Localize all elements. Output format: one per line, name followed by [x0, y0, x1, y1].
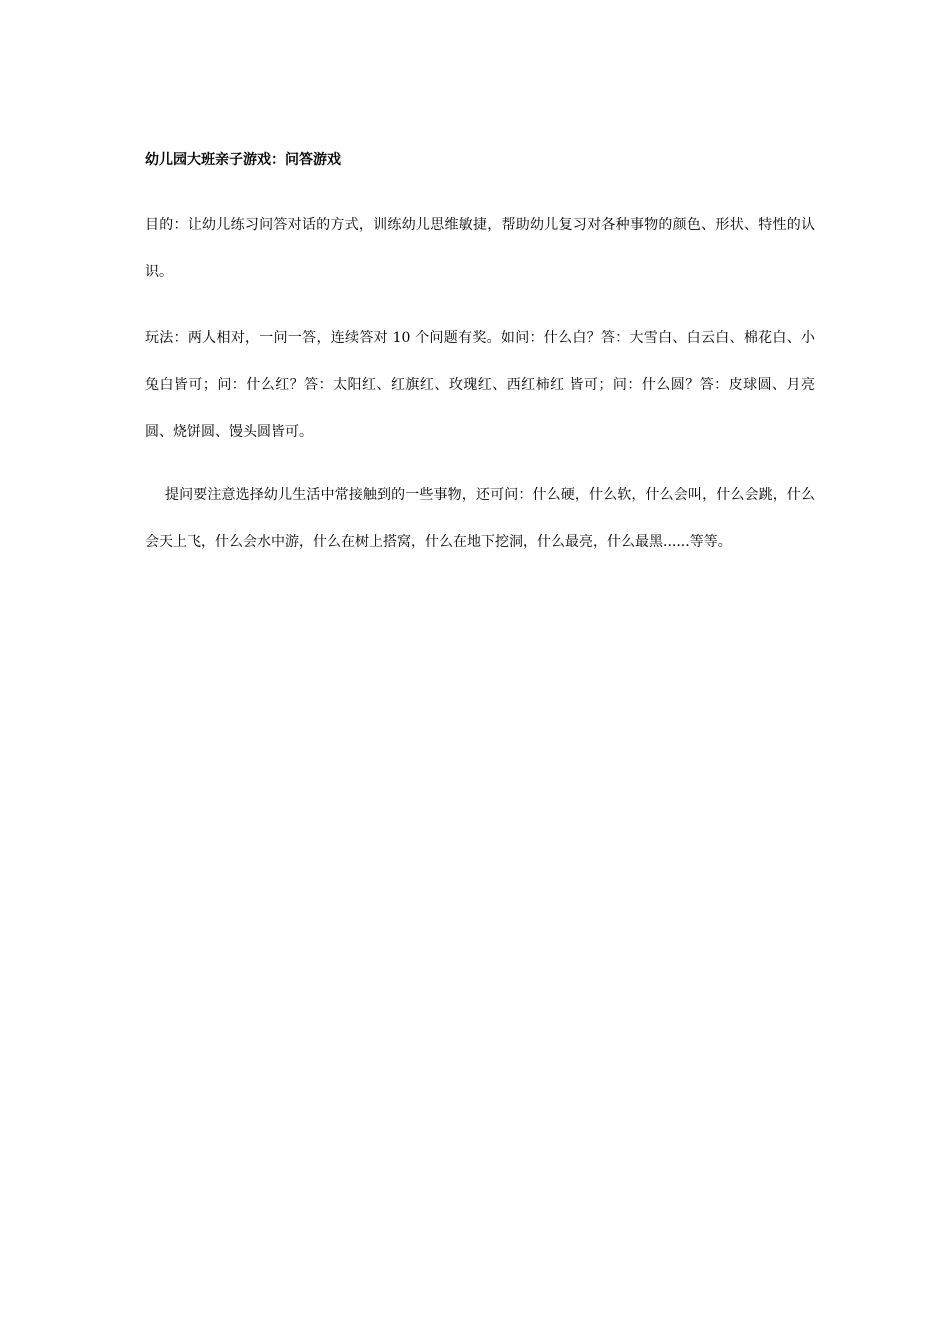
document-page — [145, 0, 815, 1344]
paragraph-how-to-play: 玩法：两人相对，一问一答，连续答对 10 个问题有奖。如问：什么白？答：大雪白、白云白、棉花白、小兔白皆可；问：什么红？答：太阳红、红旗红、玫瑰红、西红柿红 皆可；问：什么圆？答：皮球圆、月亮圆、烧饼圆、馒头圆皆可。 — [145, 330, 815, 440]
document-title: 幼儿园大班亲子游戏：问答游戏 — [145, 152, 341, 168]
paragraph-tips: 提问要注意选择幼儿生活中常接触到的一些事物，还可问：什么硬，什么软，什么会叫，什么会跳，什么会天上飞，什么会水中游，什么在树上搭窝，什么在地下挖洞，什么最亮，什么最黑......等等。 — [145, 487, 815, 550]
paragraph-purpose: 目的：让幼儿练习问答对话的方式，训练幼儿思维敏捷，帮助幼儿复习对各种事物的颜色、形状、特性的认识。 — [145, 217, 815, 280]
